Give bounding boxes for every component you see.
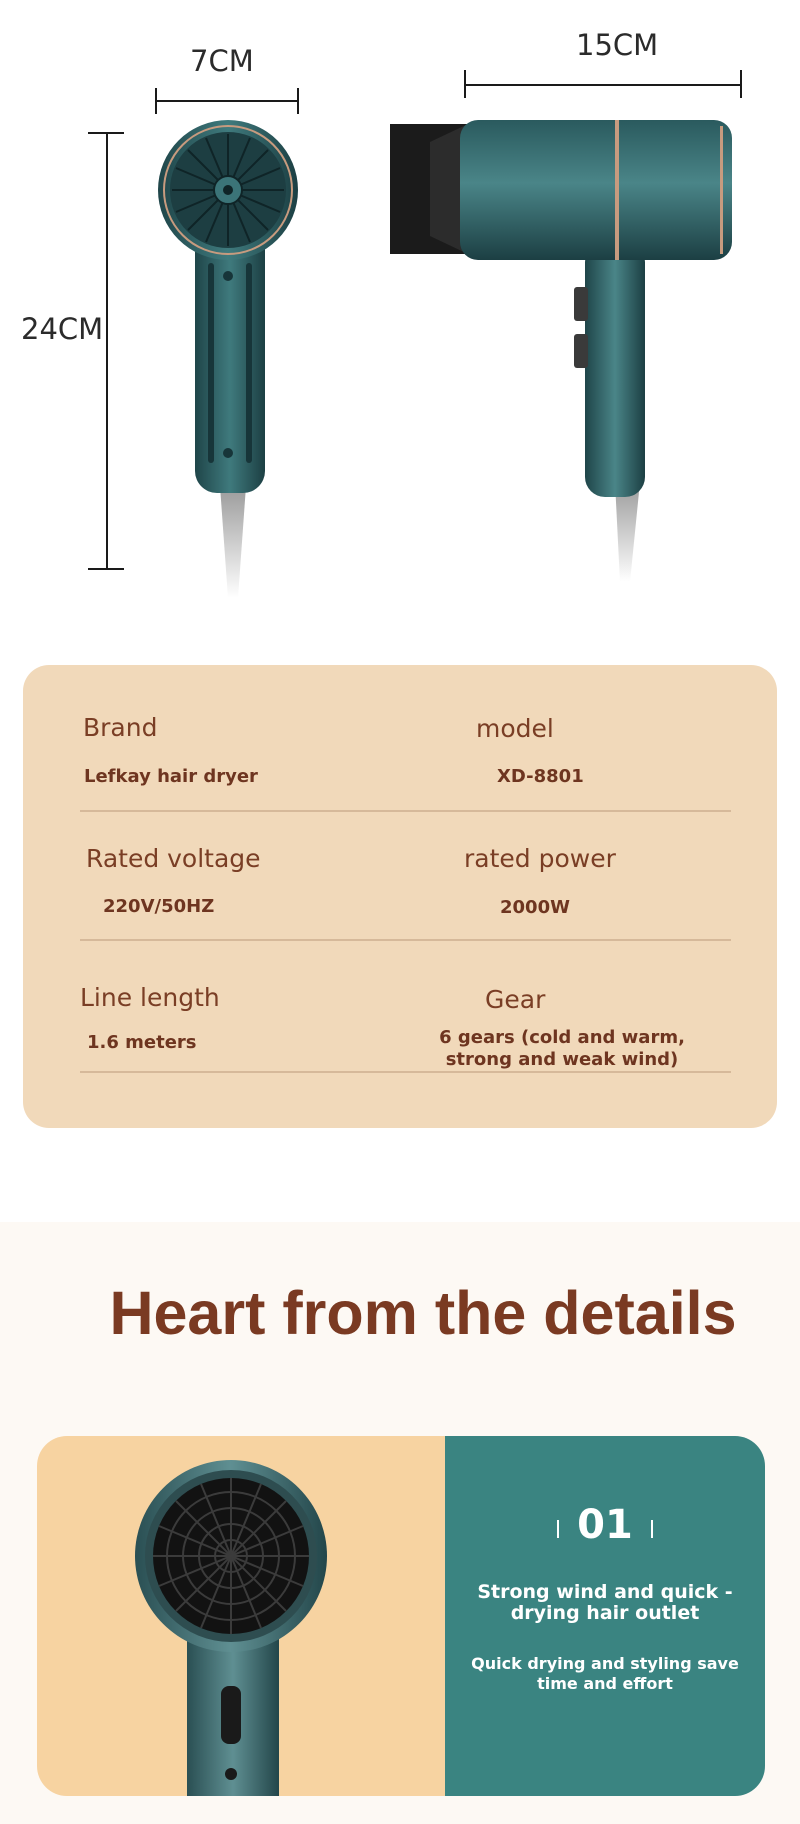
height-line bbox=[106, 132, 108, 570]
feature-title: Strong wind and quick -drying hair outlet bbox=[477, 1581, 733, 1624]
depth-label: 15CM bbox=[576, 28, 659, 62]
spec-title-line-length: Line length bbox=[80, 983, 220, 1012]
feature-text-panel bbox=[445, 1436, 765, 1796]
spec-title-power: rated power bbox=[464, 844, 616, 873]
specifications-card bbox=[23, 665, 777, 1128]
spec-value-brand: Lefkay hair dryer bbox=[84, 766, 258, 787]
feature-description: Quick drying and styling save time and effort bbox=[471, 1654, 739, 1693]
hair-dryer-side-image bbox=[390, 112, 750, 592]
feature-image-panel bbox=[37, 1436, 445, 1796]
spec-value-gear: 6 gears (cold and warm, strong and weak wind) bbox=[439, 1027, 685, 1070]
feature-card bbox=[37, 1436, 765, 1796]
spec-title-gear: Gear bbox=[485, 985, 546, 1014]
spec-value-power: 2000W bbox=[500, 897, 570, 918]
height-tick-bottom bbox=[88, 568, 124, 570]
width-tick-left bbox=[155, 88, 157, 114]
spec-divider bbox=[80, 1071, 731, 1073]
spec-divider bbox=[80, 939, 731, 941]
depth-tick-left bbox=[464, 70, 466, 98]
depth-tick-right bbox=[740, 70, 742, 98]
depth-line bbox=[464, 84, 742, 86]
spec-value-voltage: 220V/50HZ bbox=[103, 896, 215, 917]
number-bar-right bbox=[651, 1520, 653, 1538]
spec-value-model: XD-8801 bbox=[497, 766, 584, 787]
spec-title-model: model bbox=[476, 714, 554, 743]
details-heading: Heart from the details bbox=[109, 1279, 737, 1347]
width-label: 7CM bbox=[190, 44, 254, 78]
spec-title-brand: Brand bbox=[83, 713, 158, 742]
feature-number: 01 bbox=[577, 1502, 633, 1548]
height-tick-top bbox=[88, 132, 124, 134]
height-label: 24CM bbox=[21, 312, 104, 346]
hair-dryer-front-image bbox=[150, 118, 310, 608]
hair-dryer-outlet-image bbox=[117, 1456, 357, 1796]
spec-value-line-length: 1.6 meters bbox=[87, 1032, 197, 1053]
width-line bbox=[155, 100, 299, 102]
width-tick-right bbox=[297, 88, 299, 114]
spec-divider bbox=[80, 810, 731, 812]
spec-title-voltage: Rated voltage bbox=[86, 844, 261, 873]
